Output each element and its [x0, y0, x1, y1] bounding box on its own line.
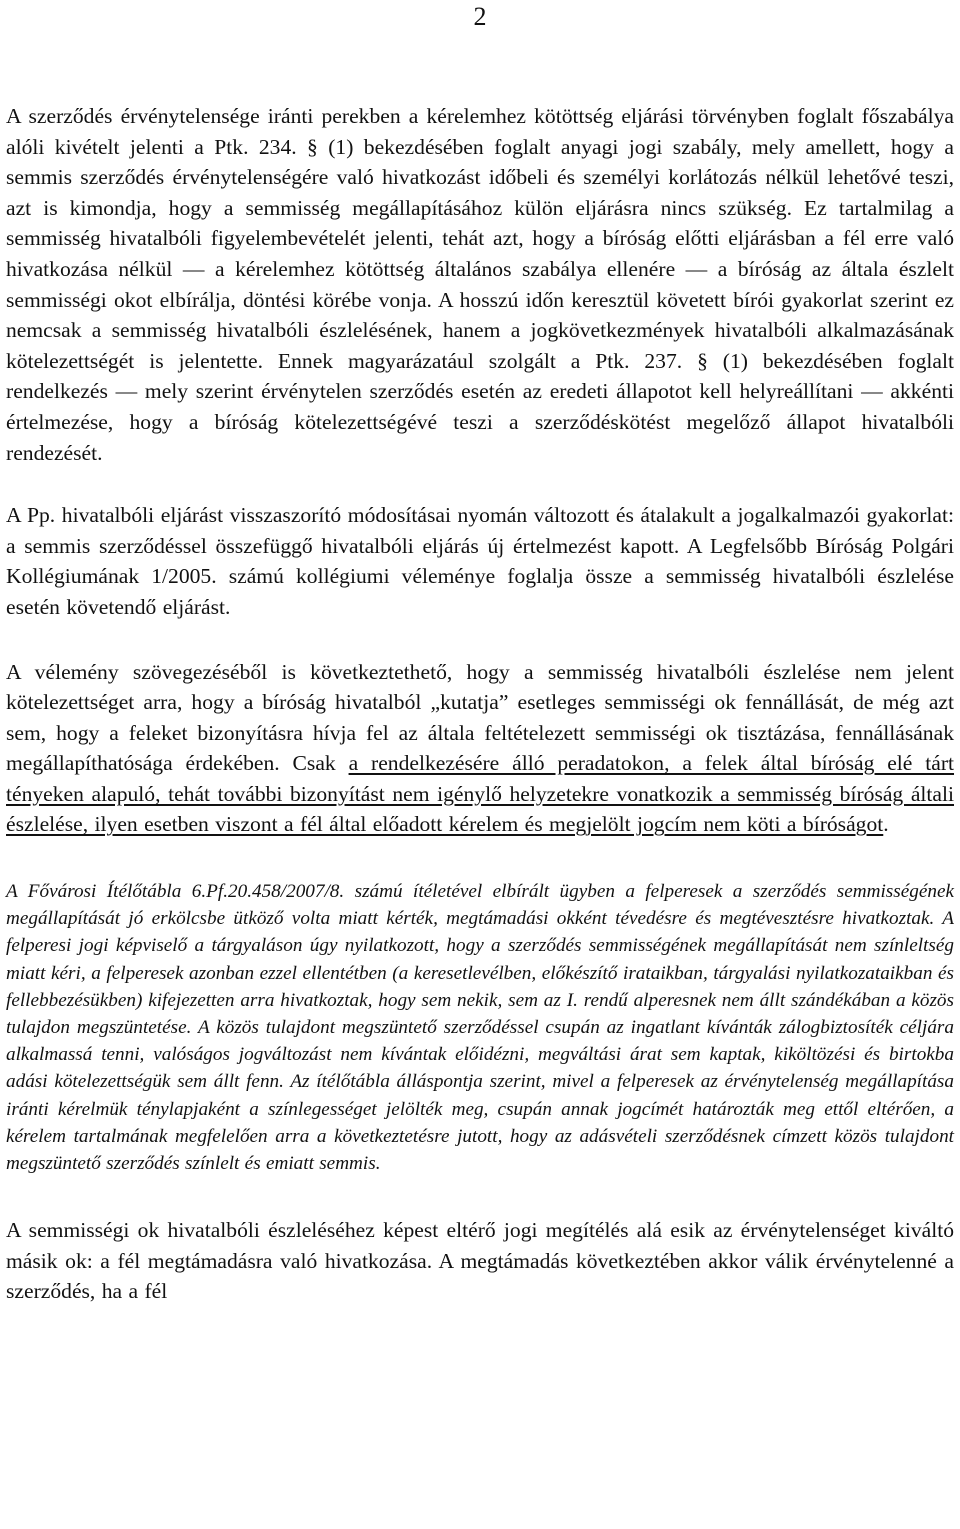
- page-number: 2: [473, 2, 487, 31]
- paragraph-opinion-interpretation: [6, 657, 954, 841]
- document-body: [6, 101, 954, 1308]
- paragraph-case-example: A Fővárosi Ítélőtábla 6.Pf.20.458/2007/8. számú ítéletével elbírált ügyben a felperesek a szerződés semmisségének megállapítását jó erkölcsbe ütköző volta miatt kérték, megtámadási okként tévedésre és megtévesztésre hivatkoztak. A felperesi jogi képviselő a tárgyaláson úgy nyilatkozott, hogy a szerződés semmisségének megállapítását nem színleltség miatt kéri, a felperesek azonban ezzel ellentétben (a keresetlevélben, előkészítő irataikban, tárgyalási nyilatkozataikban és fellebbezésükben) kifejezetten arra hivatkoztak, hogy sem nekik, sem az I. rendű alperesnek nem állt szándékában a közös tulajdon megszüntetése. A közös tulajdont megszüntető szerződéssel csupán az ingatlant kívánták zálogbiztosíték céljára alkalmassá tenni, valóságos jogváltozást nem kívántak előidézni, megváltási árat sem kaptak, kiköltözési és birtokba adási kötelezettségük sem állt fenn. Az ítélőtábla álláspontja szerint, mivel a felperesek az érvénytelenség megállapítása iránti kérelmük ténylapjaként a színlegességet jelölték meg, csupán annak jogcímét határozták meg ettől eltérően, a kérelem tartalmának megfelelően arra a következtetésre jutott, hogy az adásvételi szerződésnek címzett közös tulajdont megszüntető szerződés színlelt és emiatt semmis.: [6, 881, 954, 1175]
- paragraph-challenge: A semmisségi ok hivatalbóli észleléséhez képest eltérő jogi megítélés alá esik az érvénytelenséget kiváltó másik ok: a fél megtámadásra való hivatkozása. A megtámadás következtében akkor válik érvénytelenné a szerződés, ha a fél: [6, 1218, 954, 1304]
- paragraph-procedural-change: A Pp. hivatalbóli eljárást visszaszorító módosításai nyomán változott és átalakult a jogalkalmazói gyakorlat: a semmis szerződéssel összefüggő hivatalbóli eljárás új értelmezést kapott. A Legfelsőbb Bíróság Polgári Kollégiumának 1/2005. számú kollégiumi véleménye foglalja össze a semmisség hivatalbóli észlelése esetén követendő eljárást.: [6, 503, 954, 619]
- opinion-text-intro: A vélemény szövegezéséből is következtethető, hogy a semmisség hivatalbóli észlelése nem jelent kötelezettséget arra, hogy a bíróság hivatalból „kutatja” esetleges semmisségi ok fennállását, de még azt sem, hogy a feleket bizonyításra hívja fel az általa feltételezett semmisségi ok tisztázása, fennállásának megállapíthatósága érdekében. Csak: [6, 659, 954, 776]
- underlined-emphasis: a rendelkezésére álló peradatokon, a felek által bíróság elé tárt tényeken alapuló, tehát további bizonyítást nem igénylő helyzetekre vonatkozik a semmisség bíróság általi észlelése, ilyen esetben viszont a fél által előadott kérelem és megjelölt jogcím nem köti a bíróságot: [6, 751, 955, 837]
- paragraph-nullity-principle: A szerződés érvénytelensége iránti perekben a kérelemhez kötöttség eljárási törvényben foglalt főszabálya alóli kivételt jelenti a Ptk. 234. § (1) bekezdésében foglalt anyagi jogi szabály, mely amellett, hogy a semmis szerződés érvénytelenségére való hivatkozást időbeli és személyi korlátozás nélkül lehetővé teszi, azt is kimondja, hogy a semmisség megállapításához külön eljárásra nincs szükség. Ez tartalmilag a semmisség hivatalbóli figyelembevételét jelenti, tehát azt, hogy a bíróság előtti eljárásban a fél erre való hivatkozása nélkül — a kérelemhez kötöttség általános szabálya ellenére — a bíróság az általa észlelt semmisségi okot elbírálja, döntési körébe vonja. A hosszú időn keresztül követett bírói gyakorlat szerint ez nemcsak a semmisség hivatalbóli észlelésének, hanem a jogkövetkezmények hivatalbóli alkalmazásának kötelezettségét is jelentette. Ennek magyarázatául szolgált a Ptk. 237. § (1) bekezdésében foglalt rendelkezés — mely szerint érvénytelen szerződés esetén az eredeti állapotot kell helyreállítani — akkénti értelmezése, hogy a bíróság kötelezettségévé teszi a szerződéskötést megelőző állapot hivatalbóli rendezését.: [6, 104, 954, 465]
- opinion-text-end: .: [883, 812, 889, 837]
- final-paragraph-clip: [6, 1215, 954, 1308]
